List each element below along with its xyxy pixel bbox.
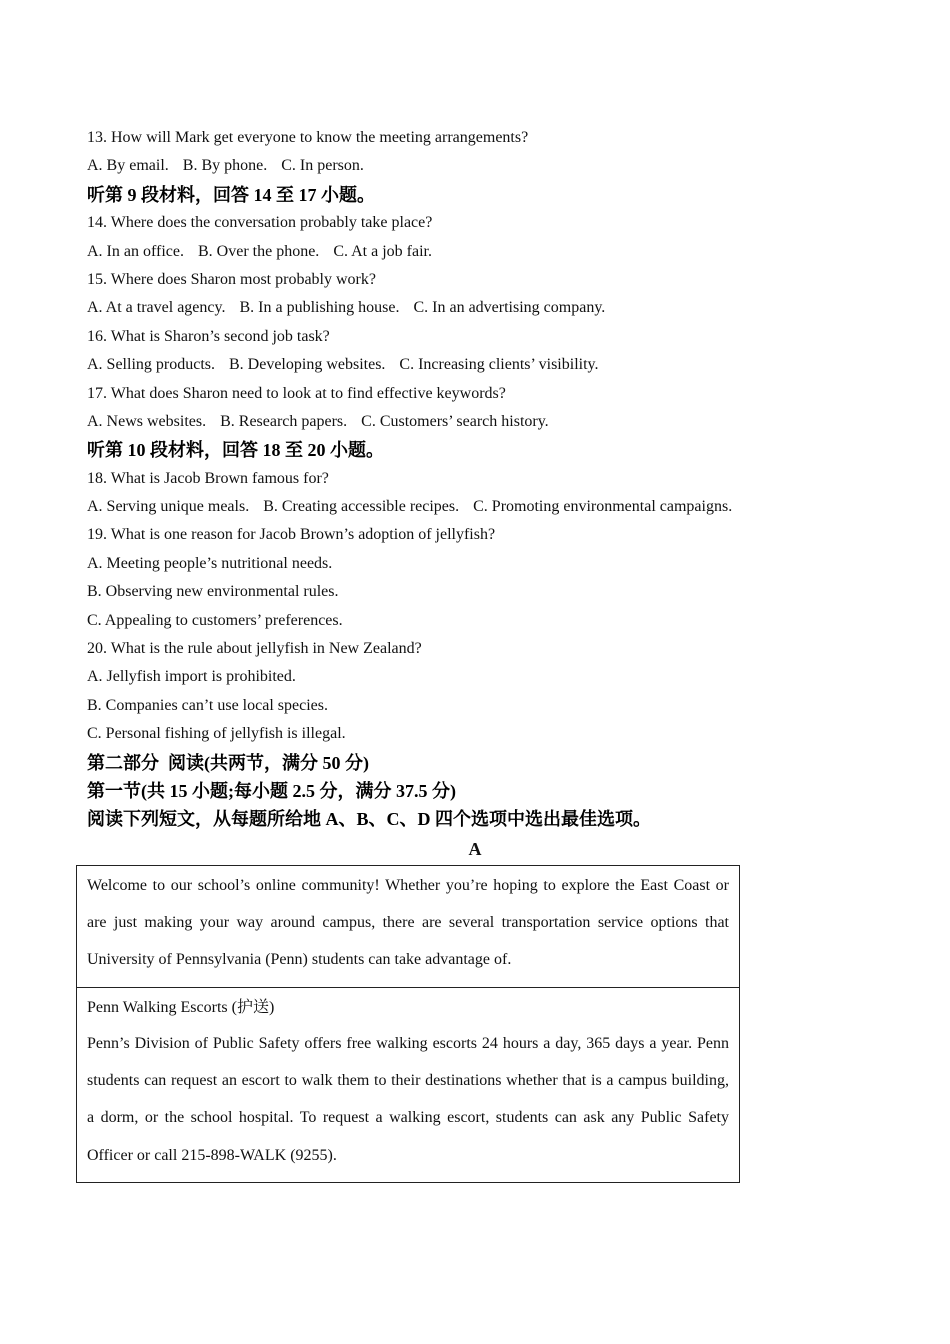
option-a: A. Serving unique meals. (87, 498, 250, 516)
part-2-heading: 第二部分 阅读(共两节，满分 50 分) (87, 752, 369, 773)
question-15-options (87, 294, 887, 322)
option-b: B. By phone. (182, 157, 268, 175)
question-16-options (87, 351, 887, 379)
question-16: 16. What is Sharon’s second job task? (87, 327, 330, 345)
option-a: A. Selling products. (87, 356, 215, 374)
option-c: C. In an advertising company. (413, 299, 606, 317)
question-20: 20. What is the rule about jellyfish in New Zealand? (87, 640, 422, 658)
option-b: B. In a publishing house. (239, 299, 400, 317)
question-19-option-a: A. Meeting people’s nutritional needs. (87, 554, 333, 572)
reading-instruction: 阅读下列短文，从每题所给地 A、B、C、D 四个选项中选出最佳选项。 (87, 809, 651, 830)
question-17-options (87, 408, 887, 436)
option-b: B. Creating accessible recipes. (263, 498, 460, 516)
question-18: 18. What is Jacob Brown famous for? (87, 469, 329, 487)
question-19-option-c: C. Appealing to customers’ preferences. (87, 611, 343, 629)
option-a: A. In an office. (87, 242, 184, 260)
question-13: 13. How will Mark get everyone to know the meeting arrangements? (87, 129, 529, 146)
passage-title: A (468, 839, 482, 859)
question-15: 15. Where does Sharon most probably work? (87, 270, 376, 288)
option-a: A. News websites. (87, 412, 207, 430)
question-19-option-b: B. Observing new environmental rules. (87, 583, 339, 601)
option-c: C. Customers’ search history. (361, 412, 549, 430)
passage-intro: Welcome to our school’s online community! Whether you’re hoping to explore the East Coast or are just making your way around campus, there are several transportation service options that University of Pennsylvania (Penn) students can take advantage of. (87, 877, 729, 969)
option-b: B. Over the phone. (198, 242, 320, 260)
escort-text: Penn’s Division of Public Safety offers free walking escorts 24 hours a day, 365 days a year. Penn students can request an escort to walk them to their destinations whether that is a campus building, a dorm, or the school hospital. To request a walking escort, students can ask any Public Safety Officer or call 215-898-WALK (9255). (87, 1035, 729, 1164)
walking-escort-box (76, 987, 740, 1183)
question-20-option-c: C. Personal fishing of jellyfish is illegal. (87, 725, 346, 743)
option-c: C. At a job fair. (333, 242, 432, 260)
question-14: 14. Where does the conversation probably take place? (87, 214, 433, 232)
option-a: A. At a travel agency. (87, 299, 226, 317)
option-b: B. Research papers. (220, 412, 348, 430)
question-19: 19. What is one reason for Jacob Brown’s adoption of jellyfish? (87, 526, 496, 544)
option-c: C. Promoting environmental campaigns. (473, 498, 733, 516)
escort-title: Penn Walking Escorts (护送) (87, 999, 275, 1016)
option-c: C. Increasing clients’ visibility. (399, 356, 599, 374)
question-20-option-b: B. Companies can’t use local species. (87, 696, 328, 714)
section-9-heading: 听第 9 段材料，回答 14 至 17 小题。 (87, 184, 375, 205)
question-17: 17. What does Sharon need to look at to find effective keywords? (87, 384, 506, 402)
question-18-options (87, 493, 887, 521)
option-b: B. Developing websites. (229, 356, 386, 374)
section-1-heading: 第一节(共 15 小题;每小题 2.5 分，满分 37.5 分) (87, 780, 456, 801)
question-13-options (87, 152, 887, 180)
section-10-heading: 听第 10 段材料，回答 18 至 20 小题。 (87, 440, 384, 461)
question-20-option-a: A. Jellyfish import is prohibited. (87, 668, 296, 686)
passage-intro-box (76, 865, 740, 988)
option-a: A. By email. (87, 157, 169, 175)
question-14-options (87, 238, 887, 266)
option-c: C. In person. (281, 157, 364, 175)
exam-content (87, 124, 887, 834)
